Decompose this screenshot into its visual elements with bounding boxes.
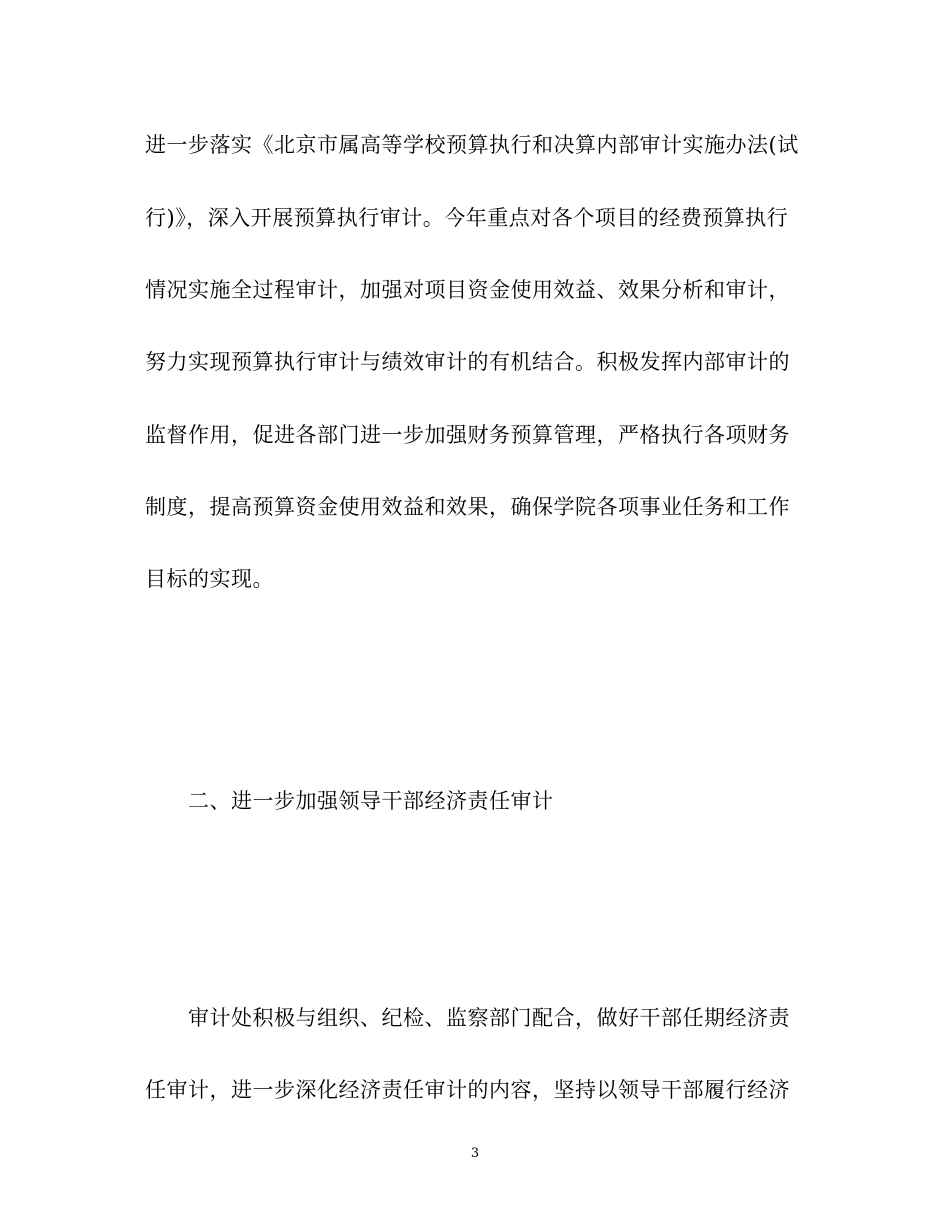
page-number: 3 xyxy=(470,1146,480,1161)
paragraph-line: 任审计，进一步深化经济责任审计的内容，坚持以领导干部履行经济 xyxy=(145,1078,790,1102)
paragraph-line: 制度，提高预算资金使用效益和效果，确保学院各项事业任务和工作 xyxy=(145,495,790,519)
paragraph-line: 目标的实现。 xyxy=(145,567,274,591)
paragraph-line: 监督作用，促进各部门进一步加强财务预算管理，严格执行各项财务 xyxy=(145,423,790,447)
paragraph-line: 行)》，深入开展预算执行审计。今年重点对各个项目的经费预算执行 xyxy=(145,206,789,230)
paragraph-line: 进一步落实《北京市属高等学校预算执行和决算内部审计实施办法(试 xyxy=(145,133,799,157)
paragraph-line: 审计处积极与组织、纪检、监察部门配合，做好干部任期经济责 xyxy=(188,1006,790,1030)
paragraph-line: 努力实现预算执行审计与绩效审计的有机结合。积极发挥内部审计的 xyxy=(145,350,790,374)
section-heading: 二、进一步加强领导干部经济责任审计 xyxy=(188,789,554,813)
paragraph-line: 情况实施全过程审计，加强对项目资金使用效益、效果分析和审计， xyxy=(145,278,790,302)
